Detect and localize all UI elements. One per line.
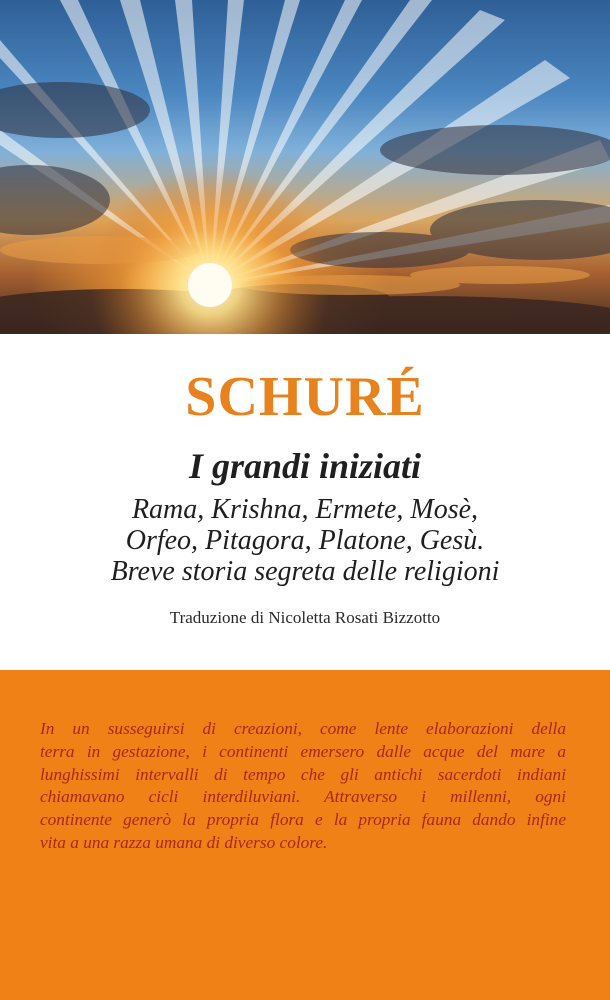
blurb-line: vita a una razza umana di diverso colore. <box>40 832 328 852</box>
blurb-line: terra in gestazione, i continenti emersero dalle acque del mare a <box>40 741 566 761</box>
translator-credit: Traduzione di Nicoletta Rosati Bizzotto <box>169 608 441 627</box>
author-name: SCHURÉ <box>185 366 425 428</box>
book-title: I grandi iniziati <box>188 446 422 486</box>
sky-rays-illustration <box>0 0 610 334</box>
blurb-text <box>40 718 566 855</box>
book-subtitle <box>0 494 610 587</box>
blurb-line: lunghissimi intervalli di tempo che gli antichi sacerdoti indiani <box>40 764 566 784</box>
blurb-line: chiamavano cicli interdiluviani. Attraverso i millenni, ogni <box>40 787 566 807</box>
subtitle-line: Orfeo, Pitagora, Platone, Gesù. <box>125 525 485 556</box>
subtitle-line: Rama, Krishna, Ermete, Mosè, <box>131 494 479 525</box>
sunburst-sky-image <box>0 0 610 334</box>
subtitle-line: Breve storia segreta delle religioni <box>110 556 500 587</box>
blurb-line: In un susseguirsi di creazioni, come lente elaborazioni della <box>40 719 566 738</box>
blurb-line: continente generò la propria flora e la propria fauna dando infine <box>40 810 566 830</box>
